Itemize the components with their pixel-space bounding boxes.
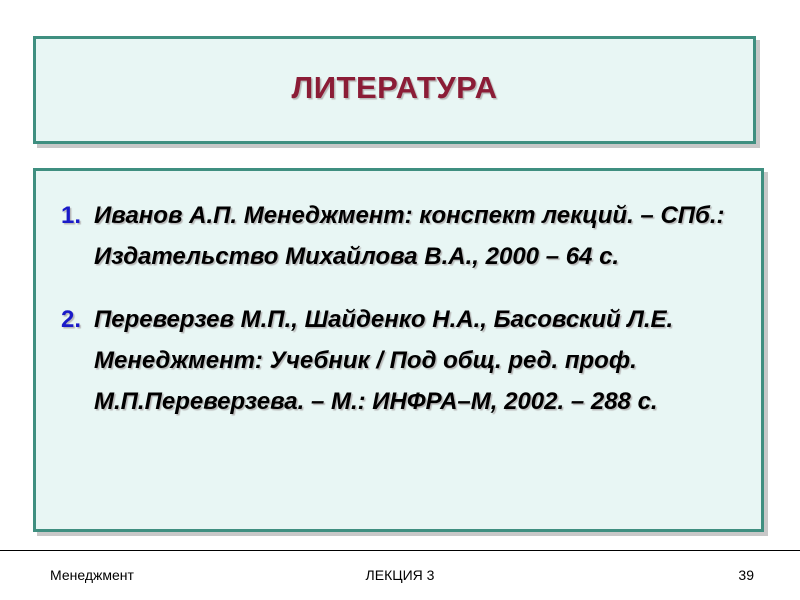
reference-text: Иванов А.П. Менеджмент: конспект лекций. – СПб.: Издательство Михайлова В.А., 2000 – 64 с. — [94, 202, 725, 270]
reference-item — [61, 299, 741, 422]
footer-page-number: 39 — [738, 567, 754, 583]
reference-list — [61, 195, 741, 422]
reference-number: 1. — [61, 202, 82, 229]
reference-text: Переверзев М.П., Шайденко Н.А., Басовский Л.Е. Менеджмент: Учебник / Под общ. ред. проф. М.П.Переверзева. – М.: ИНФРА–М, 2002. – 288 с. — [94, 306, 674, 415]
reference-number: 2. — [61, 306, 82, 333]
slide-title: ЛИТЕРАТУРА — [291, 70, 498, 105]
footer-lecture-label: ЛЕКЦИЯ 3 — [365, 567, 435, 583]
title-box — [33, 36, 756, 144]
footer-course-name: Менеджмент — [50, 567, 134, 583]
footer-divider — [0, 550, 800, 551]
reference-item — [61, 195, 741, 277]
references-box — [33, 168, 764, 532]
